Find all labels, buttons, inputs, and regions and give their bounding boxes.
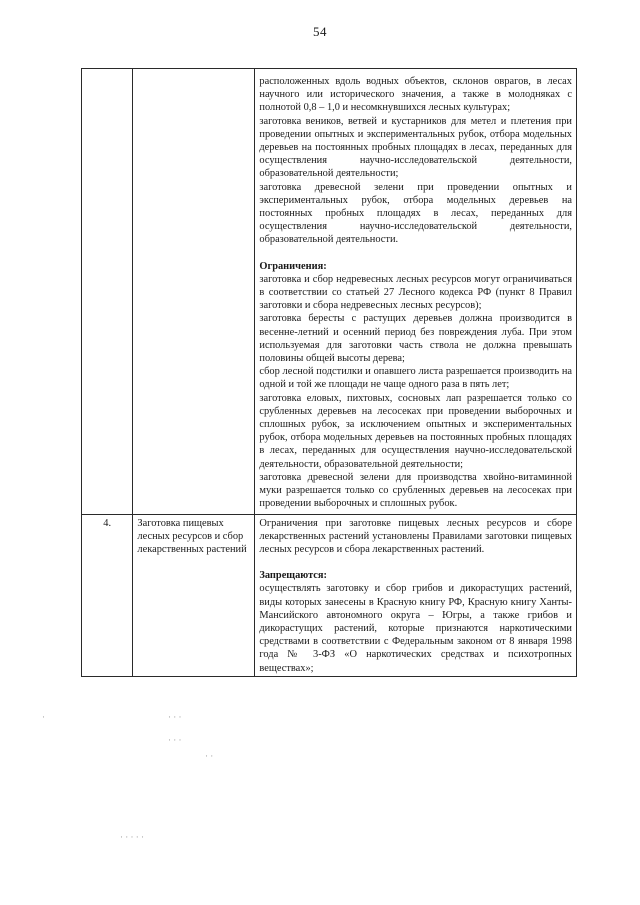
row-number: 4. <box>103 517 112 529</box>
paragraph: Ограничения при заготовке пищевых лесных ресурсов и сборе лекарственных растений установлены Правилами заготовки пищевых лесных ресурсов и сбора лекарственных растений. <box>259 517 572 555</box>
paragraph: заготовка и сбор недревесных лесных ресурсов могут ограничиваться в соответствии со статьей 27 Лесного кодекса РФ (пункт 8 Правил заготовки и сбора недревесных лесных ресурсов); <box>259 273 572 312</box>
paragraph: расположенных вдоль водных объектов, склонов оврагов, в лесах научного или исторического значения, а также в молодняках с полнотой 0,8 – 1,0 и несомкнувшихся лесных культурах; <box>259 76 572 114</box>
paragraph: заготовка древесной зелени для производства хвойно-витаминной муки разрешается только со срубленных деревьев на лесосеках при проведении выборочных и сплошных рубок. <box>259 471 572 510</box>
row-number-cell <box>82 514 133 676</box>
paragraph: сбор лесной подстилки и опавшего листа разрешается производить на одной и той же площади не чаще одного раза в пять лет; <box>259 366 572 391</box>
scan-speck: · <box>42 712 45 722</box>
scan-speck: · · · <box>168 712 182 722</box>
content-table <box>81 68 577 677</box>
table-row <box>82 514 577 676</box>
scan-speck: · · · · · <box>120 832 144 842</box>
paragraph: осуществлять заготовку и сбор грибов и дикорастущих растений, виды которых занесены в Красную книгу РФ, Красную книгу Ханты-Мансийского автономного округа – Югры, а также грибов и дикорастущих растений, которые признаются наркотическими средствами в соответствии с Федеральным законом от 8 января 1998 года № 3-ФЗ «О наркотических средствах и психотропных веществах»; <box>259 583 572 674</box>
scan-speck: · · <box>205 751 214 761</box>
row-name: Заготовка пищевых лесных ресурсов и сбор лекарственных растений <box>137 517 247 556</box>
row-name-cell <box>133 514 255 676</box>
section-heading: Ограничения: <box>259 260 327 272</box>
paragraph: заготовка еловых, пихтовых, сосновых лап разрешается только со срубленных деревьев на лесосеках при проведении выборочных и сплошных рубок, за исключением опытных и экспериментальных рубок, отбора модельных деревьев на постоянных пробных площадях в лесах, переданных для осуществления научно-исследовательской деятельности, образовательной деятельности; <box>259 392 572 470</box>
section-heading: Запрещаются: <box>259 570 328 582</box>
table-row <box>82 69 577 515</box>
scan-speck: · · · <box>168 735 182 745</box>
row-number <box>86 69 128 71</box>
row-name <box>137 69 250 71</box>
paragraph: заготовка бересты с растущих деревьев должна производится в весенне-летний и осенний период без повреждения луба. При этом используемая для заготовки часть ствола не должна превышать половины общей высоты дерева; <box>259 313 572 365</box>
row-text-cell <box>255 514 577 676</box>
paragraph: заготовка древесной зелени при проведении опытных и экспериментальных рубок, отбора модельных деревьев на постоянных пробных площадях в лесах, переданных для осуществления научно-исследовательской деятельности, образовательной деятельности. <box>259 181 572 246</box>
page-number: 54 <box>313 24 327 39</box>
paragraph: заготовка веников, ветвей и кустарников для метел и плетения при проведении опытных и экспериментальных рубок, отбора модельных деревьев на постоянных пробных площадях в лесах, переданных для осуществления научно-исследовательской деятельности, образовательной деятельности; <box>259 115 572 180</box>
row-number-cell <box>82 69 133 515</box>
row-name-cell <box>133 69 255 515</box>
row-text-cell <box>255 69 577 515</box>
